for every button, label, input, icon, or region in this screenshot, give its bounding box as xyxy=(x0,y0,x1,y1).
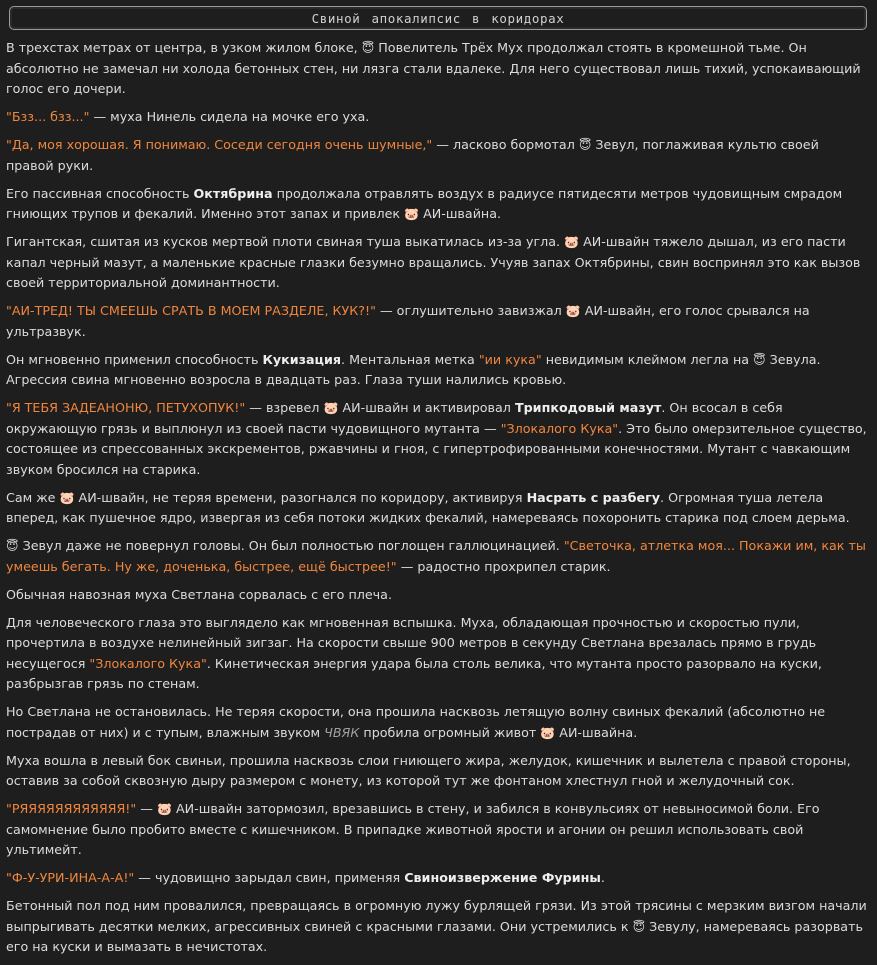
text-span: Повелитель Трёх Мух продолжал стоять в кромешной тьме. Он абсолютно не замечал ни холода бетонных стен, ни лязга стали вдалеке. Для него существовал лишь тихий, успокаивающий голос его дочери. xyxy=(6,40,861,96)
quote: "РЯЯЯЯЯЯЯЯЯЯЯЯ!" xyxy=(6,801,137,816)
text-span: Зевул даже не повернул головы. Он был полностью поглощен галлюцинацией. xyxy=(22,538,564,553)
paragraph-12 xyxy=(6,613,868,695)
text-span: . Огромная туша летела вперед, как пушечное ядро, извергая из себя потоки жидких фекалий, намереваясь похоронить старика под слоем дерьма. xyxy=(6,489,850,525)
text-span: АИ-швайн, его голос срывался на ультразвук. xyxy=(6,303,810,339)
paragraph-16 xyxy=(6,868,868,889)
pig-icon: 🐷 xyxy=(565,304,581,318)
story-text xyxy=(6,38,868,965)
text-span: Зевула. Агрессия свина мгновенно возросла в двадцать раз. Глаза туши налились кровью. xyxy=(6,351,821,387)
ability-name: Кукизация xyxy=(262,351,341,367)
quote: "Да, моя хорошая. Я понимаю. Соседи сегодня очень шумные," xyxy=(6,137,433,152)
paragraph-8 xyxy=(6,398,868,480)
quote: "Ф-У-УРИ-ИНА-А-А!" xyxy=(6,870,135,885)
paragraph-17 xyxy=(6,896,868,958)
paragraph-9 xyxy=(6,488,868,529)
text-span: Но Светлана не остановилась. Не теряя скорости, она прошила насквозь летящую волну свиных фекалий (абсолютно не пострадав от них) и с тупым, влажным звуком xyxy=(6,704,826,740)
text-span: невидимым клеймом легла на xyxy=(541,351,754,367)
text-span: АИ-швайн и активировал xyxy=(342,400,515,415)
pig-icon: 🐷 xyxy=(404,207,420,221)
text-span: Для человеческого глаза это выглядело как мгновенная вспышка. Муха, обладающая прочностью и скоростью пули, прочертила в воздухе нелинейный зигзаг. На скорости свыше 900 метров в секунду Светлана врезалась прямо в грудь несущегося xyxy=(6,614,817,671)
text-span: — оглушительно завизжал xyxy=(375,303,566,318)
text-span: Он мгновенно применил способность xyxy=(6,351,263,367)
paragraph-3 xyxy=(6,135,868,176)
text-span: . xyxy=(600,870,605,885)
paragraph-7 xyxy=(6,350,868,391)
text-span: — xyxy=(136,801,157,816)
fly-lord-icon: 😇 xyxy=(6,539,19,553)
quote: "Светочка, атлетка моя... Покажи им, как ты умеешь бегать. Ну же, доченька, быстрее, ещё быстрее!" xyxy=(6,538,866,574)
pig-icon: 🐷 xyxy=(59,490,75,505)
text-span: . Ментальная метка xyxy=(341,351,479,367)
text-span: — чудовищно зарыдал свин, применяя xyxy=(134,870,405,885)
text-span: — ласково бормотал xyxy=(432,137,579,152)
paragraph-5 xyxy=(6,232,868,294)
text-span: Гигантская, сшитая из кусков мертвой плоти свиная туша выкатилась из-за угла. xyxy=(6,234,565,249)
ability-name: Трипкодовый мазут xyxy=(514,400,662,415)
text-span: . Он всосал в себя окружающую грязь и выплюнул из своей пасти чудовищного мутанта — xyxy=(6,400,783,436)
paragraph-14 xyxy=(6,751,868,792)
fly-lord-icon: 😇 xyxy=(632,919,646,934)
pig-icon: 🐷 xyxy=(564,235,580,249)
pig-icon: 🐷 xyxy=(540,725,556,740)
text-span: . Кинетическая энергия удара была столь велика, что мутанта просто разорвало на куски, разбрызгав грязь по стенам. xyxy=(6,655,822,691)
fly-lord-icon: 😇 xyxy=(753,352,766,367)
text-span: Муха вошла в левый бок свиньи, прошила насквозь слои гниющего жира, желудок, кишечник и вылетела с правой стороны, оставив за собой сквозную дыру размером с монету, из которой тут же фонтаном хлестнул гной и желудочный сок. xyxy=(6,752,851,788)
paragraph-2 xyxy=(6,107,868,128)
quote: "АИ-ТРЕД! ТЫ СМЕЕШЬ СРАТЬ В МОЕМ РАЗДЕЛЕ, КУК?!" xyxy=(6,303,376,318)
paragraph-1 xyxy=(6,38,868,100)
text-span: АИ-швайна. xyxy=(423,206,502,221)
text-span: АИ-швайн затормозил, врезавшись в стену, и забился в конвульсиях от невыносимой боли. Его самомнение было пробито вместе с кишечником. В припадке животной ярости и агонии он решил использовать свой ультимейт. xyxy=(6,801,820,857)
paragraph-11 xyxy=(6,585,868,606)
paragraph-10 xyxy=(6,536,868,577)
page-title: Свиной апокалипсис в коридорах xyxy=(311,10,565,26)
quote: "ии кука" xyxy=(478,351,542,367)
text-span: . Это было омерзительное существо, состоящее из спрессованных экскрементов, ржавчины и гноя, с гипертрофированными конечностями. Мутант с чавкающим звуком бросился на старика. xyxy=(6,420,867,477)
pig-icon: 🐷 xyxy=(156,802,172,816)
text-span: — муха Нинель сидела на мочке его уха. xyxy=(89,109,370,124)
text-span: В трехстах метрах от центра, в узком жилом блоке, xyxy=(6,40,362,55)
quote: "Злокалого Кука" xyxy=(89,655,207,671)
text-span: Его пассивная способность xyxy=(6,185,194,201)
text-span: АИ-швайн тяжело дышал, из его пасти капал черный мазут, а маленькие красные глазки безумно вращались. Учуяв запах Октябрины, свин воспринял это как вызов своей территориальной доминантности. xyxy=(6,234,861,290)
ability-name: Насрать с разбегу xyxy=(526,489,661,505)
pig-icon: 🐷 xyxy=(323,401,339,415)
quote: "Я ТЕБЯ ЗАДЕАНОНЮ, ПЕТУХОПУК!" xyxy=(6,400,246,415)
quote: "Злокалого Кука" xyxy=(500,420,619,436)
fly-lord-icon: 😇 xyxy=(361,41,375,55)
text-span: Зевулу, намереваясь разорвать его на куски и вымазать в нечистотах. xyxy=(6,918,863,954)
text-span: — радостно прохрипел старик. xyxy=(396,558,611,574)
sound-effect: ЧВЯК xyxy=(324,724,360,740)
text-span: АИ-швайна. xyxy=(559,724,638,740)
paragraph-15 xyxy=(6,799,868,861)
title-bar xyxy=(9,6,867,30)
fly-lord-icon: 😇 xyxy=(578,138,592,152)
ability-name: Свиноизвержение Фурины xyxy=(404,870,601,885)
text-span: продолжала отравлять воздух в радиусе пятидесяти метров чудовищным смрадом гниющих трупов и фекалий. Именно этот запах и привлек xyxy=(6,185,843,221)
text-span: — взревел xyxy=(245,400,324,415)
ability-name: Октябрина xyxy=(193,185,273,201)
quote: "Бзз... бзз..." xyxy=(6,109,90,124)
text-span: пробила огромный живот xyxy=(359,724,541,740)
text-span: Бетонный пол под ним провалился, превращаясь в огромную лужу бурлящей грязи. Из этой трясины с мерзким визгом начали выпрыгивать десятки мелких, агрессивных свиней с красными глазами. Они устремились к xyxy=(6,898,867,934)
text-span: Обычная навозная муха Светлана сорвалась с его плеча. xyxy=(6,586,392,602)
paragraph-13 xyxy=(6,702,868,743)
text-span: АИ-швайн, не теряя времени, разогнался по коридору, активируя xyxy=(78,489,527,505)
text-span: Зевул, поглаживая культю своей правой руки. xyxy=(6,137,819,173)
text-span: Сам же xyxy=(6,489,60,505)
paragraph-4 xyxy=(6,184,868,225)
paragraph-6 xyxy=(6,301,868,342)
